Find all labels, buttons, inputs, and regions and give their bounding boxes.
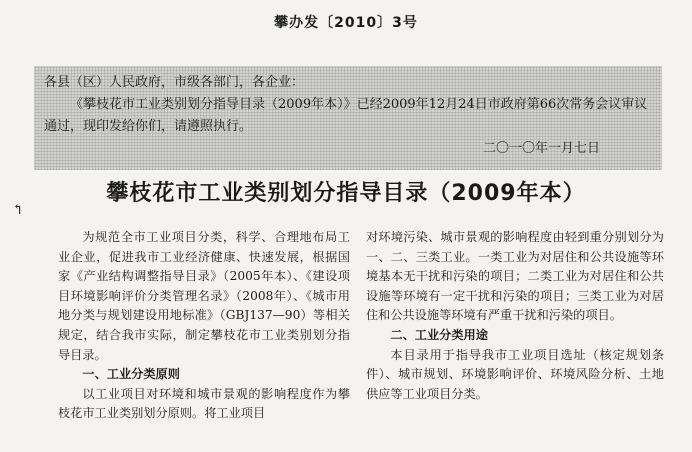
document-title: 攀枝花市工业类别划分指导目录（2009年本） [106, 181, 586, 206]
doc-number: 攀办发〔2010〕3号 [274, 15, 418, 31]
right-column [366, 228, 664, 404]
section1-paragraph: 以工业项目对环境和城市景观的影响程度作为攀枝花市工业类别划分原则。将工业项目 [58, 386, 350, 421]
intro-paragraph: 为规范全市工业项目分类，科学、合理地布局工业企业，促进我市工业经济健康、快速发展，根据国家《产业结构调整指导目录》（2005年本）、《建设项目环境影响评价分类管理名录》（2008年）、《城市用地分类与规划建设用地标准》（GBJ137—90）等相关规定，结合我市实际，制定攀枝花市工业类别划分指导目录。 [58, 230, 350, 362]
notice-addressee: 各县（区）人民政府，市级各部门，各企业： [44, 75, 305, 90]
section2-paragraph: 本目录用于指导我市工业项目选址（核定规划条件）、城市规划、环境影响评价、环境风险分析、土地供应等工业项目分类。 [366, 347, 664, 401]
section1-heading: 一、工业分类原则 [82, 367, 180, 382]
scan-mark: ↰ [12, 202, 24, 218]
left-column [58, 228, 350, 424]
notice-date: 二〇一〇年一月七日 [482, 141, 600, 156]
notice-body: 《攀枝花市工业类别划分指导目录（2009年本）》已经2009年12月24日市政府第66次常务会议审议通过，现印发给你们，请遵照执行。 [44, 97, 648, 134]
notice-box [34, 66, 662, 170]
section2-heading: 二、工业分类用途 [390, 327, 488, 342]
section1-continued: 对环境污染、城市景观的影响程度由轻到重分别划分为一、二、三类工业。一类工业为对居住和公共设施等环境基本无干扰和污染的项目；二类工业为对居住和公共设施等环境有一定干扰和污染的项目；三类工业为对居住和公共设施等环境有严重干扰和污染的项目。 [366, 230, 664, 323]
